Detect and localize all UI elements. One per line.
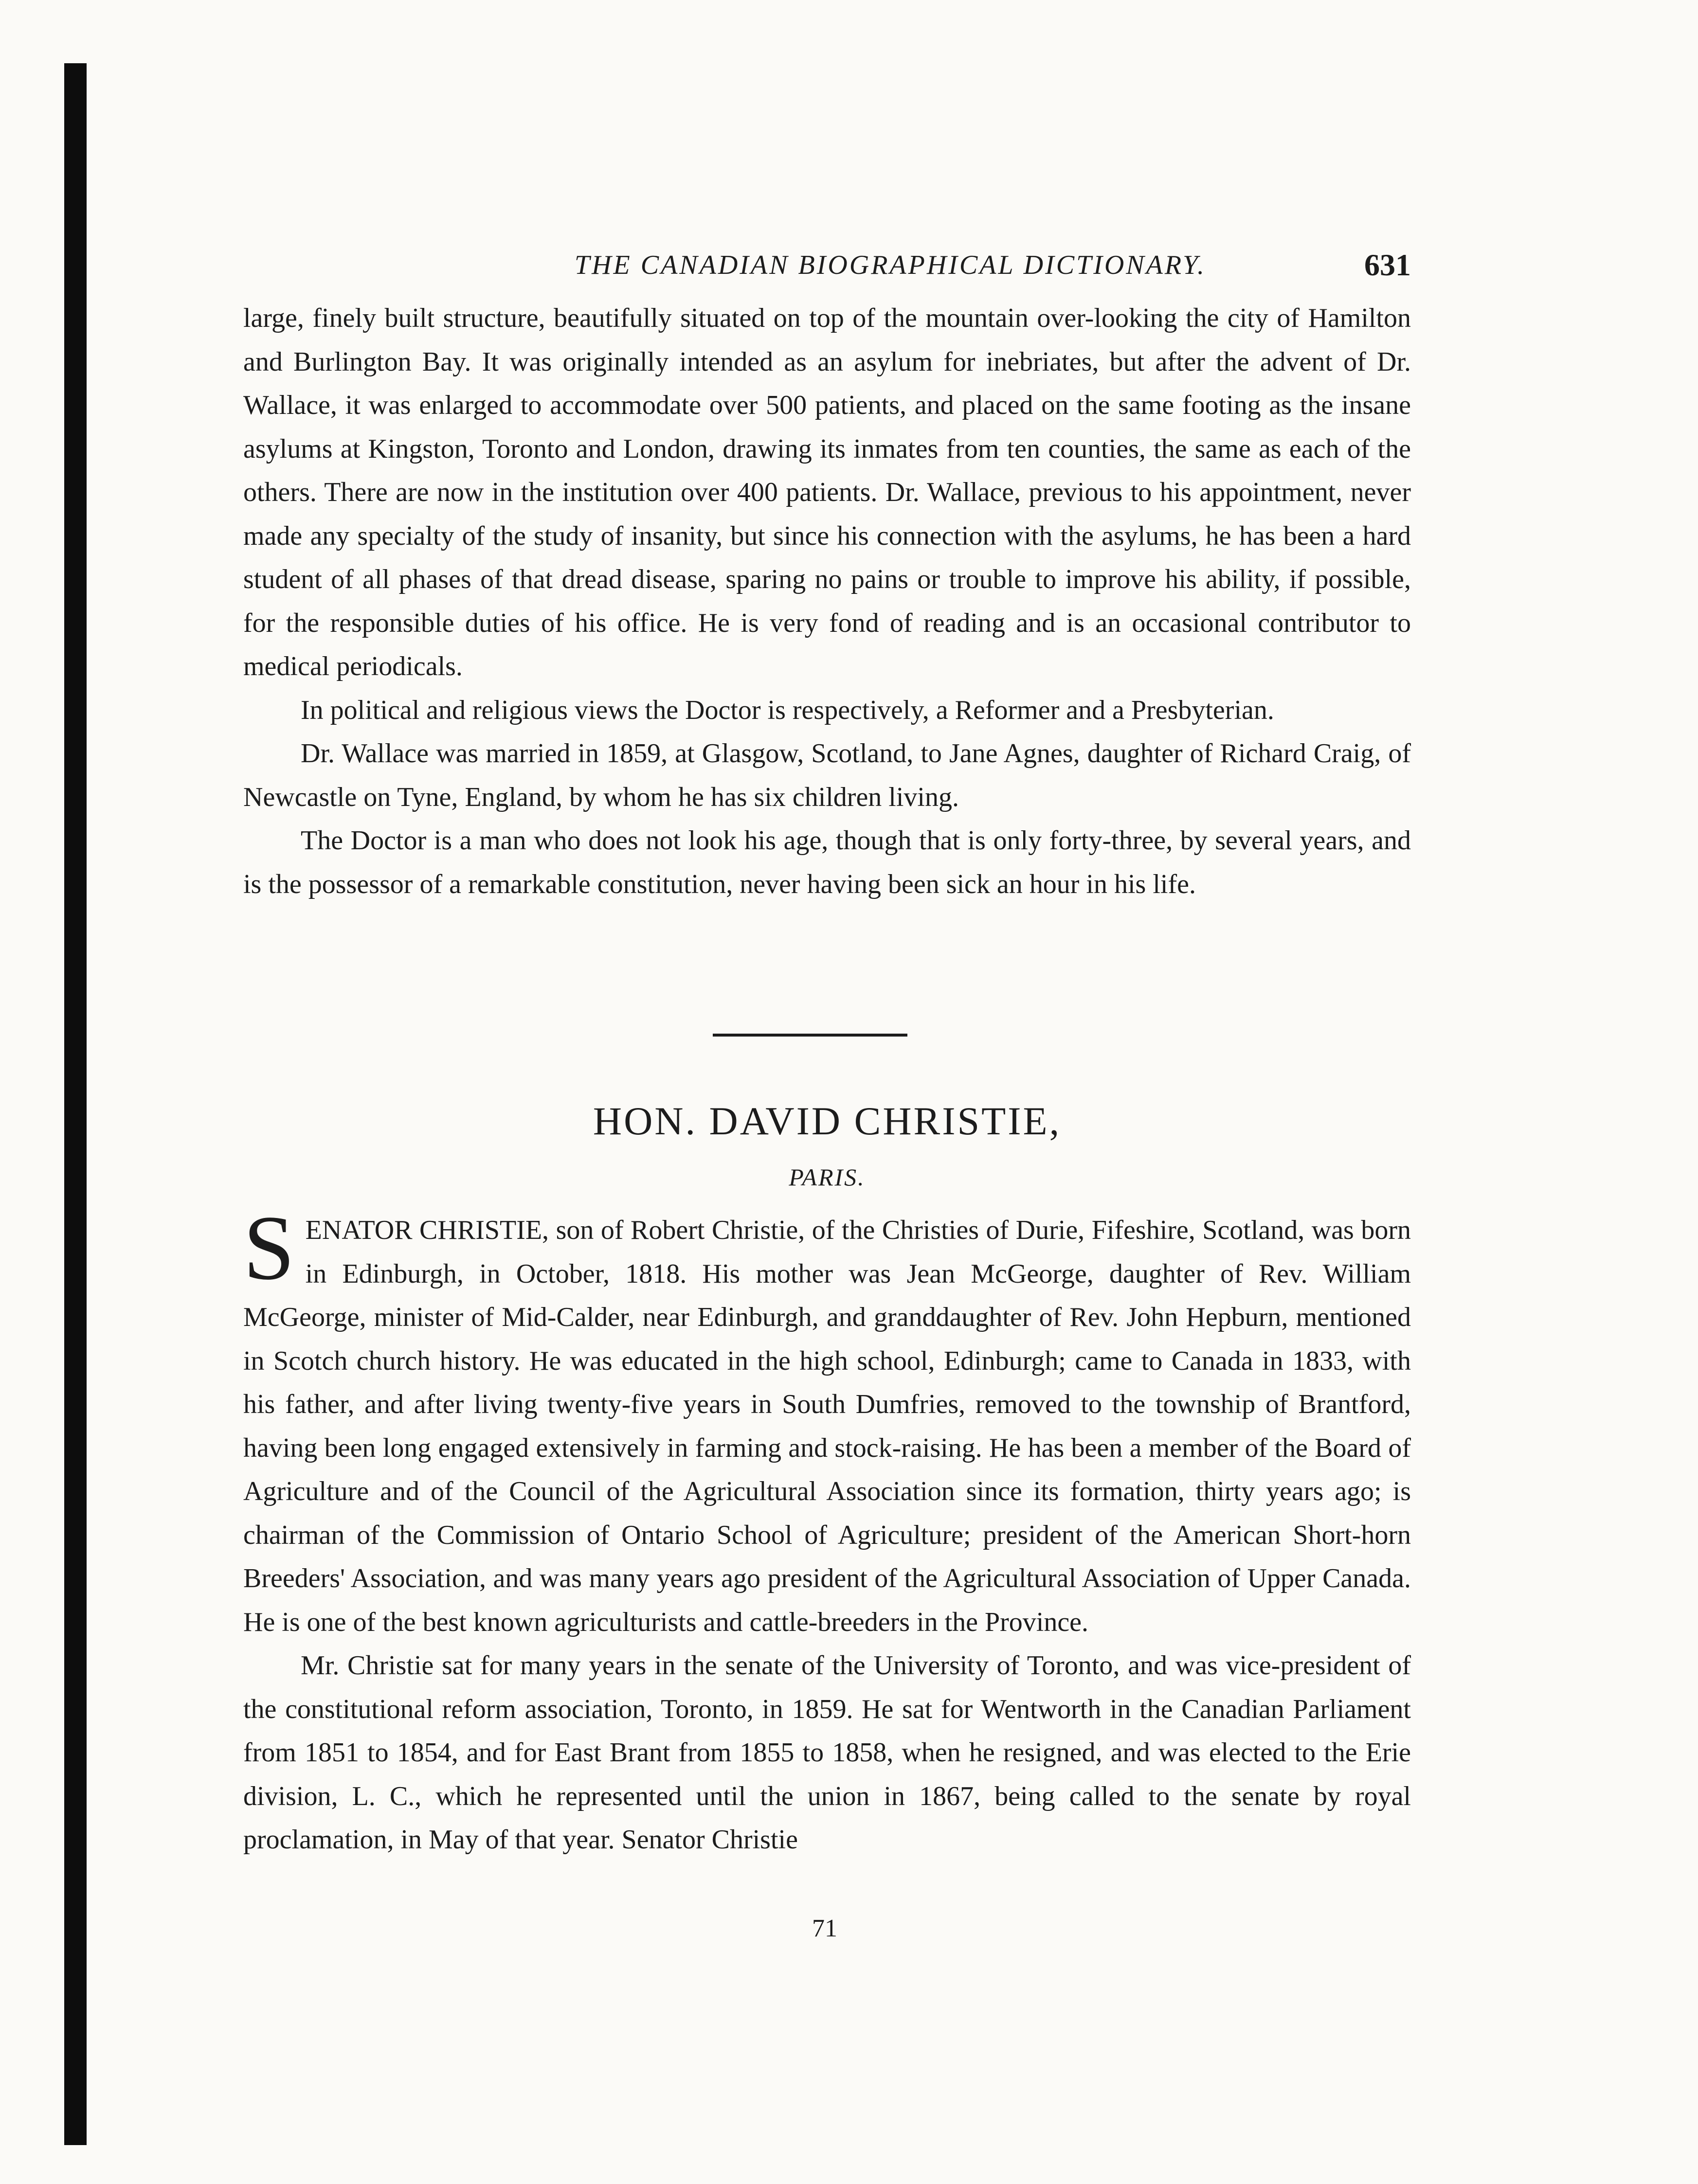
paragraph: In political and religious views the Doctor is respectively, a Reformer and a Presbyterian. [301, 695, 1274, 725]
running-head [243, 243, 1411, 287]
paragraph: The Doctor is a man who does not look his age, though that is only forty-three, by several years, and is the possessor of a remarkable constitution, never having been sick an hour in his life. [243, 825, 1411, 899]
wallace-biography-continued [243, 297, 1411, 906]
drop-cap: S [243, 1197, 295, 1299]
binding-edge [64, 63, 87, 2145]
paragraph-with-drop-cap [243, 1197, 1411, 1644]
signature-mark: 71 [812, 1915, 837, 1942]
running-title: THE CANADIAN BIOGRAPHICAL DICTIONARY. [574, 250, 1207, 280]
paragraph-text: ENATOR CHRISTIE, son of Robert Christie, of the Christies of Durie, Fifeshire, Scotland, was born in Edinburgh, in October, 1818. His mother was Jean McGeorge, daughter of Rev. William McGeorge, minister of Mid-Calder, near Edinburgh, and granddaughter of Rev. John Hepburn, mentioned in Scotch church history. He was educated in the high school, Edinburgh; came to Canada in 1833, with his father, and after living twenty-five years in South Dumfries, removed to the township of Brantford, having been long engaged extensively in farming and stock-raising. He has been a member of the Board of Agriculture and of the Council of the Agricultural Association since its formation, thirty years ago; is chairman of the Commission of Ontario School of Agriculture; president of the American Short-horn Breeders' Association, and was many years ago president of the Agricultural Association of Upper Canada. He is one of the best known agriculturists and cattle-breeders in the Province. [243, 1215, 1411, 1637]
paragraph: Dr. Wallace was married in 1859, at Glasgow, Scotland, to Jane Agnes, daughter of Richard Craig, of Newcastle on Tyne, England, by whom he has six children living. [243, 738, 1411, 812]
page-number: 631 [1364, 248, 1411, 282]
section-subtitle: PARIS. [789, 1164, 866, 1191]
section-title: HON. DAVID CHRISTIE, [593, 1099, 1062, 1143]
section-divider-rule [713, 1034, 907, 1037]
paragraph: large, finely built structure, beautifully situated on top of the mountain over-looking the city of Hamilton and Burlington Bay. It was originally intended as an asylum for inebriates, but after the advent of Dr. Wallace, it was enlarged to accommodate over 500 patients, and placed on the same footing as the insane asylums at Kingston, Toronto and London, drawing its inmates from ten counties, the same as each of the others. There are now in the institution over 400 patients. Dr. Wallace, previous to his appointment, never made any specialty of the study of insanity, but since his connection with the asylums, he has been a hard student of all phases of that dread disease, sparing no pains or trouble to improve his ability, if possible, for the responsible duties of his office. He is very fond of reading and is an occasional contributor to medical periodicals. [243, 303, 1411, 681]
christie-biography [243, 1197, 1411, 1862]
paragraph: Mr. Christie sat for many years in the senate of the University of Toronto, and was vice-president of the constitutional reform association, Toronto, in 1859. He sat for Wentworth in the Canadian Parliament from 1851 to 1854, and for East Brant from 1855 to 1858, when he resigned, and was elected to the Erie division, L. C., which he represented until the union in 1867, being called to the senate by royal proclamation, in May of that year. Senator Christie [243, 1650, 1411, 1855]
